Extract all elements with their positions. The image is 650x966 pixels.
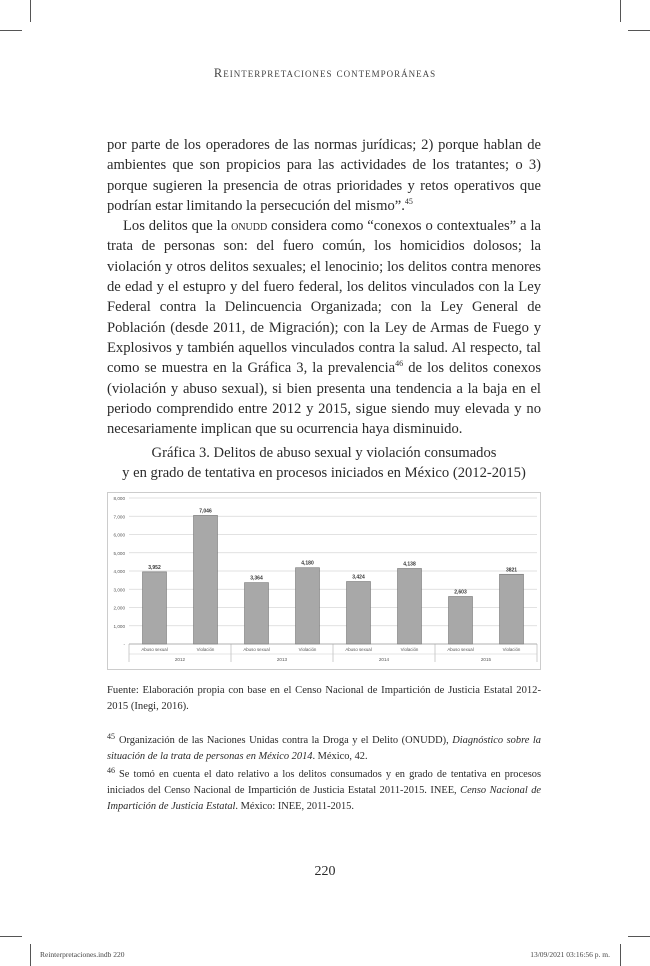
- bar-value-label: 4,180: [301, 560, 314, 567]
- crop-mark: [0, 936, 22, 937]
- crop-mark: [620, 0, 621, 22]
- y-tick-label: 1,000: [113, 623, 125, 629]
- crop-mark: [628, 30, 650, 31]
- y-tick-label: 4,000: [113, 569, 125, 574]
- y-tick-label: 6,000: [113, 532, 125, 538]
- x-category-label: Violación: [196, 647, 215, 652]
- y-tick-label: 3,000: [113, 587, 125, 593]
- footnote-title: Diagnóstico sobre la situación de la trata de personas en México 2014: [107, 735, 541, 762]
- bar-value-label: 3,952: [148, 564, 161, 571]
- chart-frame: [108, 493, 541, 670]
- bar: [194, 515, 218, 644]
- page-number: 220: [314, 864, 336, 879]
- x-category-label: Violación: [502, 647, 521, 652]
- bar-value-label: 4,138: [403, 561, 416, 568]
- bar: [143, 572, 167, 644]
- footnote-ref-46: 46: [395, 359, 404, 369]
- x-group-label: 2014: [378, 657, 390, 662]
- paragraph-2-text-b: considera como “conexos o contextuales” a la trata de personas son: del fuero común, los homicidios dolosos; la violación y otros delitos sexuales; el lenocinio; los delitos contra menores de edad y el estupro y del fuero federal, los delitos vinculados con la Ley Federal contra la Delincuencia Organizada; con la Ley General de Población (desde 2011, de Migración); con la Ley de Armas de Fuego y Explosivos y también aquellos vinculados contra la salud. Al respecto, tal como se muestra en la Gráfica 3, la prevalencia: [107, 218, 541, 377]
- footnote-46: [107, 767, 541, 815]
- bar-value-label: 7,046: [199, 508, 212, 515]
- paragraph-2-text-c: de los delitos conexos (violación y abuso sexual), si bien presenta una tendencia a la baja en el periodo comprendido entre 2012 y 2015, sigue siendo muy elevada y no necesariamente implican que su ocurrencia haya disminuido.: [107, 360, 541, 438]
- footnote-text: Organización de las Naciones Unidas contra la Droga y el Delito (ONUDD),: [119, 735, 453, 746]
- bar: [245, 583, 269, 644]
- bar-chart: [107, 492, 541, 670]
- x-category-label: Abuso sexual: [345, 647, 372, 652]
- paragraph-2: [107, 216, 541, 439]
- footnote-text: Se tomó en cuenta el dato relativo a los delitos consumados y en grado de tentativa en procesos iniciados del Censo Nacional de Impartición de Justicia Estatal 2011-2015. INEE,: [107, 769, 541, 796]
- footnote-text: . México: INEE, 2011-2015.: [235, 801, 354, 812]
- caption-line-2: y en grado de tentativa en procesos iniciados en México (2012-2015): [122, 465, 526, 481]
- crop-mark: [620, 944, 621, 966]
- y-tick-label: 7,000: [113, 514, 125, 520]
- crop-mark: [30, 0, 31, 22]
- running-header: Reinterpretaciones contemporáneas: [213, 66, 437, 80]
- y-tick-label: 5,000: [113, 550, 125, 556]
- x-category-label: Abuso sexual: [243, 647, 270, 652]
- x-category-label: Abuso sexual: [447, 647, 474, 652]
- figure-caption: [100, 443, 548, 483]
- bar: [449, 596, 473, 644]
- x-group-label: 2012: [174, 657, 186, 662]
- figure-source: Fuente: Elaboración propia con base en el Censo Nacional de Impartición de Justicia Estatal 2012-2015 (Inegi, 2016).: [107, 685, 541, 712]
- x-category-label: Violación: [298, 647, 317, 652]
- bar-value-label: 3,424: [352, 574, 365, 581]
- bar-value-label: 3,364: [250, 575, 263, 582]
- footnote-number: 46: [107, 765, 115, 775]
- paragraph-2-text-a: Los delitos que la: [123, 218, 232, 235]
- slug-right: 13/09/2021 03:16:56 p. m.: [530, 950, 610, 959]
- y-tick-label: 8,000: [113, 496, 125, 501]
- bar: [296, 568, 320, 644]
- bar: [398, 568, 422, 644]
- bar-value-label: 2,603: [454, 589, 467, 596]
- bar-value-label: 3821: [505, 567, 518, 574]
- body-text: [107, 135, 541, 439]
- y-tick-label: 2,000: [113, 605, 125, 611]
- org-acronym: onudd: [231, 218, 268, 235]
- x-category-label: Abuso sexual: [141, 647, 168, 652]
- paragraph-1: [107, 135, 541, 216]
- bar: [347, 582, 371, 644]
- footnote-text: . México, 42.: [312, 751, 368, 762]
- slug-left: Reinterpretaciones.indb 220: [40, 950, 125, 959]
- caption-line-1: Gráfica 3. Delitos de abuso sexual y violación consumados: [151, 445, 497, 461]
- footnote-ref-45: 45: [404, 197, 413, 207]
- bar: [500, 574, 524, 644]
- crop-mark: [30, 944, 31, 966]
- footnote-title: Censo Nacional de Impartición de Justicia Estatal: [107, 785, 542, 812]
- x-group-label: 2015: [480, 657, 492, 662]
- paragraph-1-text: por parte de los operadores de las normas jurídicas; 2) porque hablan de ambientes que son propicios para las actividades de los tratantes; o 3) porque sugieren la presencia de otras prioridades y retos operativos que podrían estar limitando la persecución del mismo”.: [107, 137, 541, 214]
- y-tick-label: -: [123, 642, 125, 647]
- x-group-label: 2013: [276, 657, 288, 662]
- crop-mark: [628, 936, 650, 937]
- x-category-label: Violación: [400, 647, 419, 652]
- footnote-45: [107, 733, 541, 765]
- crop-mark: [0, 30, 22, 31]
- footnote-number: 45: [107, 731, 115, 741]
